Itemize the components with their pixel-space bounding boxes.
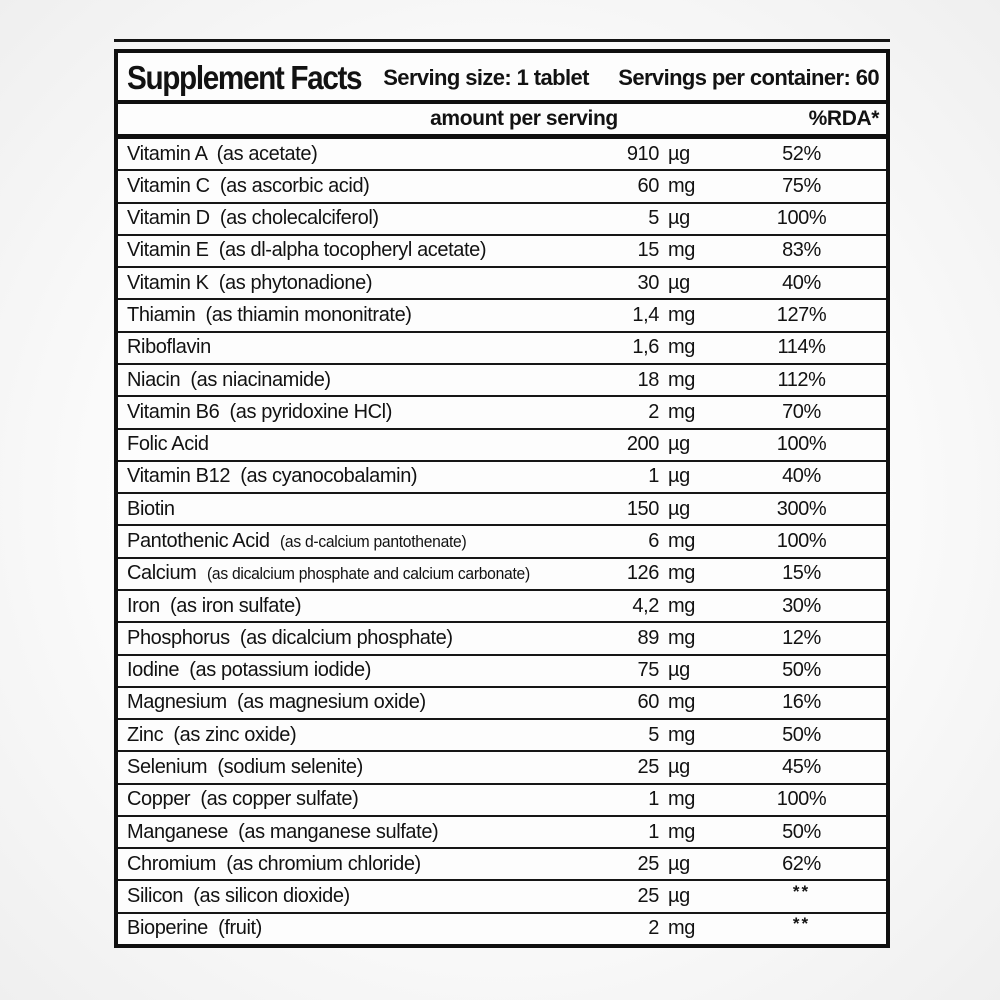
nutrient-amount-unit: µg [668,885,690,908]
nutrient-rda-cell [717,595,886,618]
nutrient-amount-unit: mg [668,917,695,940]
nutrient-amount-unit: mg [668,788,695,811]
nutrient-amount-unit: µg [668,142,690,165]
nutrient-row [118,139,886,171]
nutrient-amount-value: 89 [637,626,659,649]
amount-column-header: amount per serving [430,107,618,130]
nutrient-rda-cell [717,914,886,940]
nutrient-rda-cell [717,433,886,456]
nutrient-name: Iron [127,594,160,617]
nutrient-name-cell [118,885,569,908]
nutrient-amount-unit: mg [668,400,695,423]
nutrient-rda-cell [717,207,886,230]
nutrient-rda-value: 45% [782,755,821,778]
nutrient-rda-value: 40% [782,465,821,488]
nutrient-rda-value: 16% [782,691,821,714]
nutrient-name: Pantothenic Acid [127,530,270,553]
nutrient-row [118,430,886,462]
nutrient-source-detail: (as dicalcium phosphate) [239,626,453,649]
nutrient-name-cell [118,595,569,618]
nutrient-name: Magnesium [127,691,227,714]
nutrient-name: Phosphorus [127,626,230,649]
nutrient-name-cell [118,562,569,585]
nutrient-rda-cell [717,724,886,747]
nutrient-rda-value: 83% [782,239,821,262]
nutrient-name-cell [118,917,569,940]
nutrient-name-cell [118,691,569,714]
nutrient-source-detail: (as chromium chloride) [226,852,421,875]
nutrient-rda-cell [717,821,886,844]
nutrient-row [118,204,886,236]
nutrient-rda-value: 112% [777,368,826,391]
nutrient-name: Folic Acid [127,433,209,456]
nutrient-name: Bioperine [127,917,208,940]
nutrient-name: Vitamin B6 [127,400,220,423]
nutrient-name-cell [118,627,569,650]
nutrient-amount-unit: mg [668,626,695,649]
nutrient-name-cell [118,336,569,359]
nutrient-amount-value: 25 [637,885,659,908]
nutrient-name: Riboflavin [127,336,211,359]
nutrient-rda-cell [717,882,886,908]
nutrient-rda-value: 40% [782,271,821,294]
nutrient-row [118,817,886,849]
panel-header [118,53,886,104]
nutrient-name: Niacin [127,368,181,391]
nutrient-amount-unit: mg [668,723,695,746]
nutrient-rda-value: 12% [782,626,821,649]
nutrient-rda-cell [717,853,886,876]
nutrient-rda-cell [717,401,886,424]
nutrient-amount-value: 75 [637,659,659,682]
nutrient-amount-value: 150 [626,497,659,520]
nutrient-amount-value: 30 [637,271,659,294]
nutrient-rda-value: 114% [777,336,826,359]
nutrient-name-cell [118,239,569,262]
nutrient-name: Thiamin [127,304,196,327]
nutrient-amount-unit: µg [668,465,690,488]
nutrient-amount-unit: mg [668,530,695,553]
nutrient-row [118,623,886,655]
nutrient-name-cell [118,756,569,779]
nutrient-amount-value: 4,2 [632,594,659,617]
nutrient-source-detail: (as zinc oxide) [173,723,297,746]
nutrient-row [118,236,886,268]
nutrient-rda-value: 50% [782,820,821,843]
nutrient-rda-value: 30% [782,594,821,617]
nutrient-name: Vitamin B12 [127,465,231,488]
nutrient-source-detail: (as dl-alpha tocopheryl acetate) [218,239,487,262]
nutrient-name-cell [118,369,569,392]
nutrient-name-cell [118,530,569,553]
nutrient-rda-cell [717,304,886,327]
nutrient-rda-cell [717,562,886,585]
nutrient-name-cell [118,401,569,424]
nutrient-amount-unit: mg [668,691,695,714]
nutrient-row [118,849,886,881]
nutrient-rda-value: 15% [782,562,821,585]
nutrient-amount-value: 25 [637,755,659,778]
nutrient-row [118,881,886,913]
nutrient-amount-unit: mg [668,239,695,262]
nutrient-name-cell [118,821,569,844]
nutrient-source-detail: (as cyanocobalamin) [240,465,418,488]
supplement-facts-panel [114,49,890,948]
nutrient-name: Silicon [127,885,184,908]
nutrient-name-cell [118,207,569,230]
nutrient-amount-unit: mg [668,336,695,359]
nutrient-name: Vitamin C [127,174,210,197]
nutrient-name-cell [118,175,569,198]
nutrient-name-cell [118,498,569,521]
nutrient-amount-unit: mg [668,820,695,843]
nutrient-amount-value: 2 [648,400,659,423]
nutrient-rda-cell [717,756,886,779]
nutrient-row [118,688,886,720]
nutrient-rda-cell [717,691,886,714]
nutrient-name-cell [118,143,569,166]
nutrient-rda-cell [717,239,886,262]
nutrient-amount-value: 910 [626,142,659,165]
nutrient-rda-value: 75% [782,174,821,197]
nutrient-source-detail: (as pyridoxine HCl) [229,400,392,423]
nutrient-amount-unit: mg [668,594,695,617]
nutrient-name: Iodine [127,659,180,682]
nutrient-source-detail: (as dicalcium phosphate and calcium carbonate) [206,564,530,584]
top-keyline [114,39,890,42]
nutrient-name-cell [118,304,569,327]
nutrient-source-detail: (as phytonadione) [218,271,373,294]
nutrient-source-detail: (as thiamin mononitrate) [205,304,412,327]
nutrient-rda-value: 62% [782,852,821,875]
rda-column-header: %RDA* [808,107,879,130]
nutrient-row [118,526,886,558]
nutrient-name-cell [118,433,569,456]
nutrient-rda-value: 100% [776,530,827,553]
nutrient-row [118,268,886,300]
nutrient-amount-unit: mg [668,174,695,197]
nutrient-rows [118,139,886,944]
nutrient-source-detail: (as cholecalciferol) [219,207,379,230]
nutrient-amount-unit: µg [668,271,690,294]
nutrient-rda-value: 300% [776,497,827,520]
nutrient-source-detail: (fruit) [218,917,262,940]
nutrient-amount-value: 126 [626,562,659,585]
nutrient-rda-value: 100% [776,433,827,456]
nutrient-row [118,333,886,365]
nutrient-rda-value: 50% [782,723,821,746]
nutrient-source-detail: (as niacinamide) [190,368,331,391]
nutrient-row [118,656,886,688]
nutrient-rda-cell [717,175,886,198]
nutrient-amount-value: 2 [648,917,659,940]
nutrient-source-detail: (sodium selenite) [217,755,363,778]
nutrient-amount-value: 18 [637,368,659,391]
nutrient-amount-value: 15 [637,239,659,262]
nutrient-rda-value: 127% [776,304,827,327]
nutrient-rda-value: 100% [776,788,827,811]
nutrient-name: Vitamin A [127,142,207,165]
nutrient-name-cell [118,465,569,488]
nutrient-amount-unit: µg [668,207,690,230]
nutrient-amount-value: 25 [637,852,659,875]
nutrient-row [118,591,886,623]
nutrient-amount-value: 5 [648,723,659,746]
nutrient-row [118,494,886,526]
nutrient-name: Vitamin D [127,207,210,230]
nutrient-amount-unit: mg [668,304,695,327]
nutrient-rda-cell [717,465,886,488]
nutrient-amount-value: 6 [648,530,659,553]
nutrient-source-detail: (as manganese sulfate) [238,820,439,843]
nutrient-name: Calcium [127,562,197,585]
nutrient-amount-unit: mg [668,368,695,391]
serving-size-label: Serving size: 1 tablet [383,64,589,90]
nutrient-row [118,462,886,494]
nutrient-rda-value: ** [792,914,811,934]
nutrient-rda-cell [717,788,886,811]
nutrient-name: Zinc [127,723,164,746]
nutrient-row [118,785,886,817]
nutrient-amount-value: 1 [648,820,659,843]
nutrient-source-detail: (as ascorbic acid) [219,174,370,197]
nutrient-amount-value: 200 [626,433,659,456]
nutrient-name: Copper [127,788,191,811]
nutrient-row [118,559,886,591]
nutrient-rda-cell [717,530,886,553]
nutrient-rda-value: ** [792,882,811,902]
nutrient-amount-value: 1 [648,465,659,488]
nutrient-rda-cell [717,336,886,359]
nutrient-name: Biotin [127,497,175,520]
nutrient-rda-cell [717,498,886,521]
nutrient-name-cell [118,788,569,811]
nutrient-name-cell [118,724,569,747]
nutrient-amount-unit: µg [668,852,690,875]
nutrient-rda-cell [717,627,886,650]
nutrient-amount-value: 1,6 [632,336,659,359]
nutrient-rda-cell [717,143,886,166]
nutrient-row [118,365,886,397]
nutrient-amount-value: 1 [648,788,659,811]
nutrient-rda-cell [717,369,886,392]
nutrient-name: Selenium [127,755,208,778]
nutrient-row [118,397,886,429]
nutrient-name-cell [118,659,569,682]
nutrient-source-detail: (as d-calcium pantothenate) [279,532,467,552]
nutrient-source-detail: (as silicon dioxide) [193,885,350,908]
nutrient-rda-value: 70% [782,400,821,423]
nutrient-row [118,300,886,332]
nutrient-name-cell [118,853,569,876]
nutrient-rda-value: 100% [776,207,827,230]
nutrient-amount-unit: µg [668,659,690,682]
panel-title: Supplement Facts [127,58,362,96]
nutrient-amount-value: 1,4 [632,304,659,327]
nutrient-name: Vitamin E [127,239,209,262]
nutrient-source-detail: (as potassium iodide) [189,659,371,682]
nutrient-rda-cell [717,272,886,295]
nutrient-row [118,720,886,752]
nutrient-amount-unit: µg [668,497,690,520]
nutrient-amount-value: 60 [637,174,659,197]
nutrient-source-detail: (as copper sulfate) [200,788,359,811]
column-header-row [118,104,886,139]
nutrient-row [118,171,886,203]
servings-per-container-label: Servings per container: 60 [618,64,879,90]
nutrient-amount-unit: mg [668,562,695,585]
nutrient-row [118,752,886,784]
nutrient-source-detail: (as magnesium oxide) [236,691,426,714]
nutrient-name: Manganese [127,820,228,843]
nutrient-source-detail: (as iron sulfate) [170,594,302,617]
nutrient-rda-value: 52% [782,142,821,165]
nutrient-amount-value: 60 [637,691,659,714]
nutrient-amount-value: 5 [648,207,659,230]
nutrient-row [118,914,886,944]
nutrient-amount-unit: µg [668,433,690,456]
nutrient-rda-value: 50% [782,659,821,682]
nutrient-name: Chromium [127,852,217,875]
nutrient-name-cell [118,272,569,295]
nutrient-rda-cell [717,659,886,682]
nutrient-source-detail: (as acetate) [216,142,318,165]
nutrient-amount-unit: µg [668,755,690,778]
nutrient-name: Vitamin K [127,271,209,294]
